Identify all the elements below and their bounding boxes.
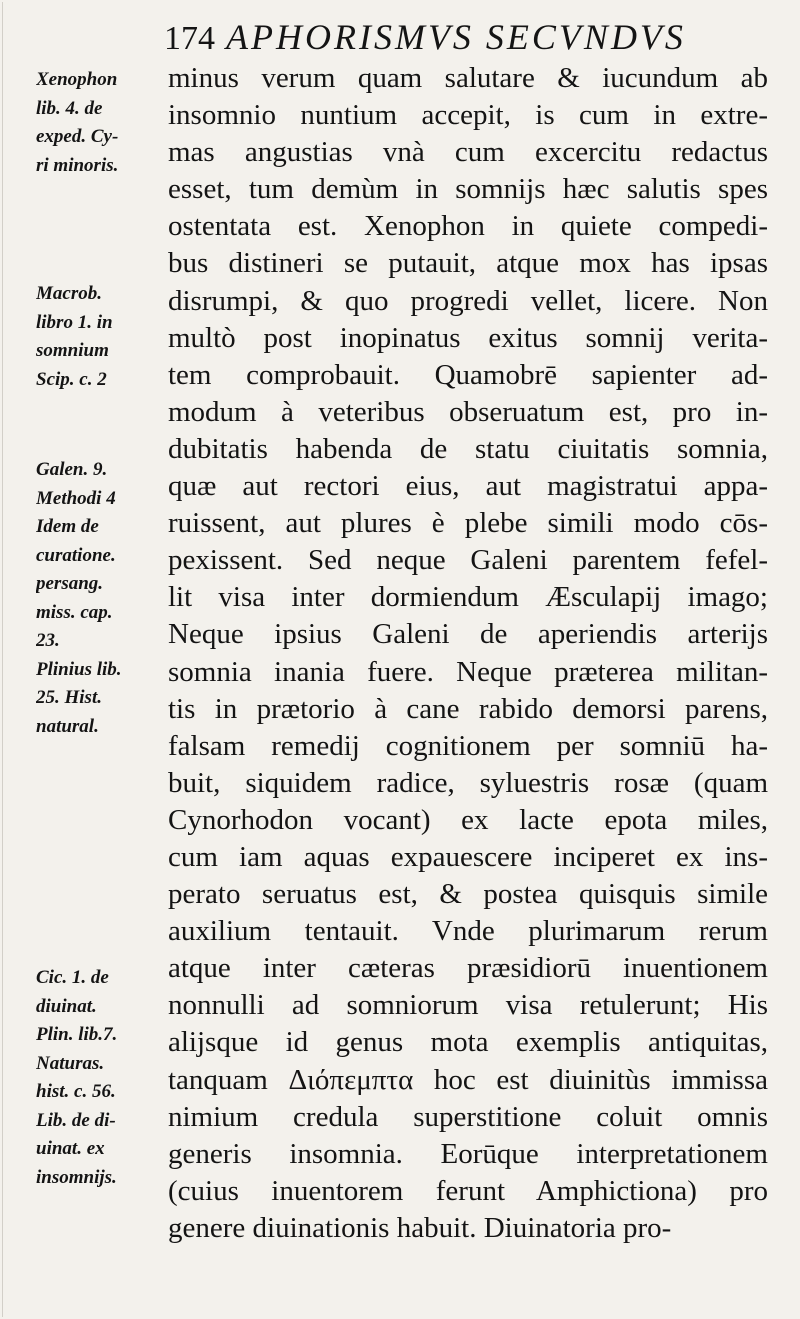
text-line: genere diuinationis habuit. Diuinatoria pro- [168, 1211, 672, 1244]
text-line: ostentata est. Xenophon in quiete compedi- [168, 210, 768, 243]
text-line: quæ aut rectori eius, aut magistratui appa- [168, 470, 768, 503]
margin-note-line: hist. c. 56. [36, 1081, 116, 1102]
margin-note-macrobius [36, 280, 172, 394]
margin-note-line: Scip. c. 2 [36, 368, 107, 390]
text-line: pexissent. Sed neque Galeni parentem fefel- [168, 544, 768, 577]
text-line: alijsque id genus mota exemplis antiquitas, [168, 1026, 768, 1059]
text-line: auxilium tentauit. Vnde plurimarum rerum [168, 915, 768, 948]
running-head: APHORISMVS SECVNDVS [226, 17, 686, 57]
margin-note-cicero [36, 964, 172, 1192]
margin-note-line: uinat. ex [36, 1138, 105, 1159]
text-line: somnia inania fuere. Neque præterea militan- [168, 655, 768, 688]
margin-note-line: lib. 4. de [36, 97, 103, 119]
margin-note-line: exped. Cy- [36, 126, 119, 147]
margin-note-line: Cic. 1. de [36, 967, 109, 988]
text-line: bus distineri se putauit, atque mox has ipsas [168, 247, 768, 280]
margin-note-line: insomnijs. [36, 1166, 117, 1188]
margin-note-line: Macrob. [36, 283, 102, 304]
margin-note-line: 25. Hist. [36, 687, 102, 708]
margin-note-line: curatione. [36, 544, 116, 566]
body-text [168, 60, 768, 1247]
text-line: generis insomnia. Eorūque interpretationem [168, 1137, 768, 1170]
text-line: tanquam Διόπεμπτα hoc est diuinitùs immissa [168, 1063, 768, 1096]
text-line: Neque ipsius Galeni de aperiendis arterijs [168, 618, 768, 651]
text-line: perato seruatus est, & postea quisquis simile [168, 878, 768, 911]
text-line: minus verum quam salutare & iucundum ab [168, 62, 768, 94]
margin-note-xenophon [36, 66, 172, 180]
margin-note-line: libro 1. in [36, 311, 113, 333]
margin-note-line: Naturas. [36, 1052, 105, 1074]
margin-note-line: diuinat. [36, 995, 97, 1017]
text-line: tem comprobauit. Quamobrē sapienter ad- [168, 358, 768, 391]
margin-note-line: 23. [36, 630, 60, 651]
text-line: insomnio nuntium accepit, is cum in extre- [168, 99, 768, 132]
margin-note-line: somnium [36, 340, 109, 361]
margin-note-line: Lib. de di- [36, 1109, 116, 1131]
page-header [160, 16, 780, 62]
margin-note-line: Galen. 9. [36, 459, 108, 480]
margin-note-line: Methodi 4 [36, 487, 116, 509]
text-line: tis in prætorio à cane rabido demorsi parens, [168, 692, 768, 725]
text-line: falsam remedij cognitionem per somniū ha- [168, 729, 768, 762]
text-line: buit, siquidem radice, syluestris rosæ (quam [168, 766, 768, 799]
text-line: nonnulli ad somniorum visa retulerunt; His [168, 989, 768, 1022]
text-line: lit visa inter dormiendum Æsculapij imago; [168, 581, 768, 614]
text-line: disrumpi, & quo progredi vellet, licere. Non [168, 284, 768, 317]
margin-note-line: ri minoris. [36, 154, 119, 176]
margin-note-line: miss. cap. [36, 601, 113, 623]
text-line: cum iam aquas expauescere inciperet ex ins- [168, 840, 768, 873]
margin-note-line: Plinius lib. [36, 658, 122, 680]
text-line: ruissent, aut plures è plebe simili modo cōs- [168, 507, 768, 540]
page-number: 174 [164, 20, 215, 57]
margin-note-line: natural. [36, 715, 99, 737]
text-line: modum à veteribus obseruatum est, pro in- [168, 395, 768, 428]
text-line: mas angustias vnà cum excercitu redactus [168, 136, 768, 169]
margin-note-line: Idem de [36, 516, 99, 537]
text-line: atque inter cæteras præsidiorū inuentionem [168, 952, 768, 985]
text-line: nimium credula superstitione coluit omnis [168, 1100, 768, 1133]
text-line: esset, tum demùm in somnijs hæc salutis spes [168, 173, 768, 206]
margin-note-line: persang. [36, 573, 104, 594]
text-line: multò post inopinatus exitus somnij verita- [168, 321, 768, 354]
text-line: (cuius inuentorem ferunt Amphictiona) pro [168, 1174, 768, 1207]
margin-note-galen [36, 456, 172, 741]
margin-note-line: Plin. lib.7. [36, 1024, 118, 1045]
text-line: dubitatis habenda de statu ciuitatis somnia, [168, 432, 768, 465]
margin-note-line: Xenophon [36, 69, 118, 90]
text-line: Cynorhodon vocant) ex lacte epota miles, [168, 803, 768, 836]
